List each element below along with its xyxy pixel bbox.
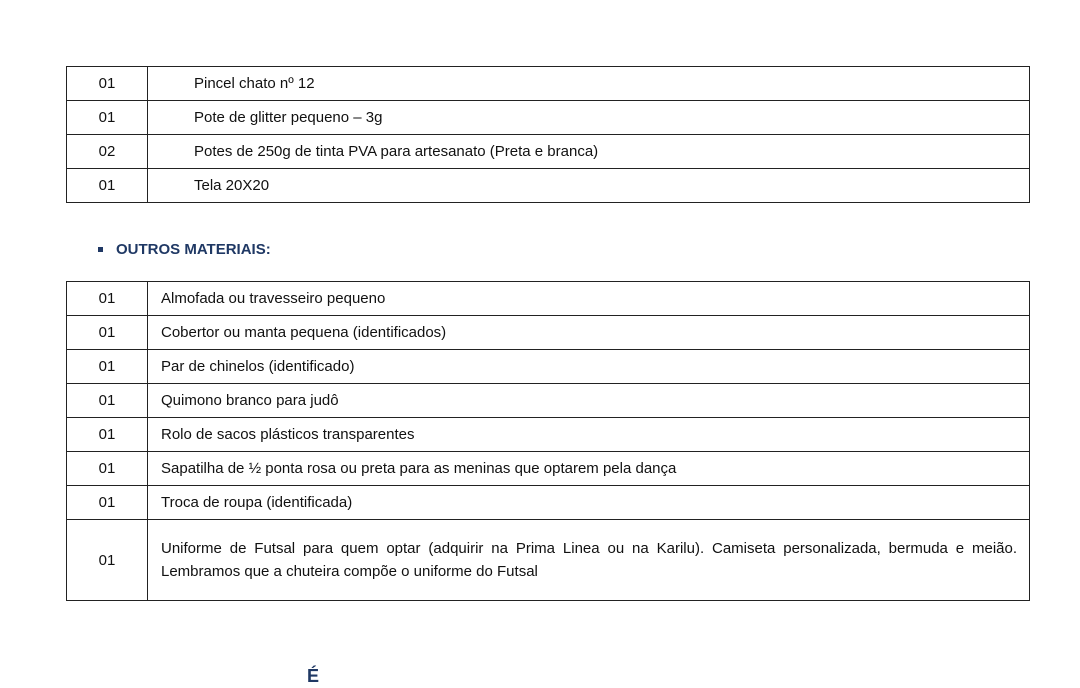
description-cell: Uniforme de Futsal para quem optar (adquirir na Prima Linea ou na Karilu). Camiseta personalizada, bermuda e meião. Lembramos que a chuteira compõe o uniforme do Futsal xyxy=(148,520,1030,601)
description-cell: Quimono branco para judô xyxy=(148,384,1030,418)
section-heading-text: OUTROS MATERIAIS: xyxy=(116,241,271,258)
quantity-cell: 01 xyxy=(67,316,148,350)
quantity-cell: 01 xyxy=(67,486,148,520)
table-row xyxy=(67,350,1030,384)
table-row xyxy=(67,169,1030,203)
quantity-cell: 01 xyxy=(67,169,148,203)
table-row xyxy=(67,384,1030,418)
section-heading-other-materials xyxy=(98,241,271,258)
partial-heading-text: É xyxy=(307,666,320,686)
table-row xyxy=(67,282,1030,316)
description-cell: Cobertor ou manta pequena (identificados) xyxy=(148,316,1030,350)
description-cell: Sapatilha de ½ ponta rosa ou preta para as meninas que optarem pela dança xyxy=(148,452,1030,486)
quantity-cell: 01 xyxy=(67,452,148,486)
table-row xyxy=(67,452,1030,486)
quantity-cell: 01 xyxy=(67,418,148,452)
quantity-cell: 01 xyxy=(67,282,148,316)
description-cell: Tela 20X20 xyxy=(148,169,1030,203)
other-materials-table xyxy=(66,281,1030,601)
description-cell: Pincel chato nº 12 xyxy=(148,67,1030,101)
quantity-cell: 01 xyxy=(67,101,148,135)
table-row xyxy=(67,135,1030,169)
quantity-cell: 01 xyxy=(67,520,148,601)
description-cell: Rolo de sacos plásticos transparentes xyxy=(148,418,1030,452)
description-cell: Par de chinelos (identificado) xyxy=(148,350,1030,384)
table-row xyxy=(67,486,1030,520)
table-row xyxy=(67,67,1030,101)
table-row xyxy=(67,520,1030,601)
description-cell: Pote de glitter pequeno – 3g xyxy=(148,101,1030,135)
table-row xyxy=(67,316,1030,350)
quantity-cell: 01 xyxy=(67,384,148,418)
description-cell: Almofada ou travesseiro pequeno xyxy=(148,282,1030,316)
bullet-square-icon xyxy=(98,247,103,252)
table-row xyxy=(67,101,1030,135)
description-cell: Potes de 250g de tinta PVA para artesanato (Preta e branca) xyxy=(148,135,1030,169)
art-materials-table xyxy=(66,66,1030,203)
quantity-cell: 02 xyxy=(67,135,148,169)
description-cell: Troca de roupa (identificada) xyxy=(148,486,1030,520)
quantity-cell: 01 xyxy=(67,67,148,101)
quantity-cell: 01 xyxy=(67,350,148,384)
table-row xyxy=(67,418,1030,452)
